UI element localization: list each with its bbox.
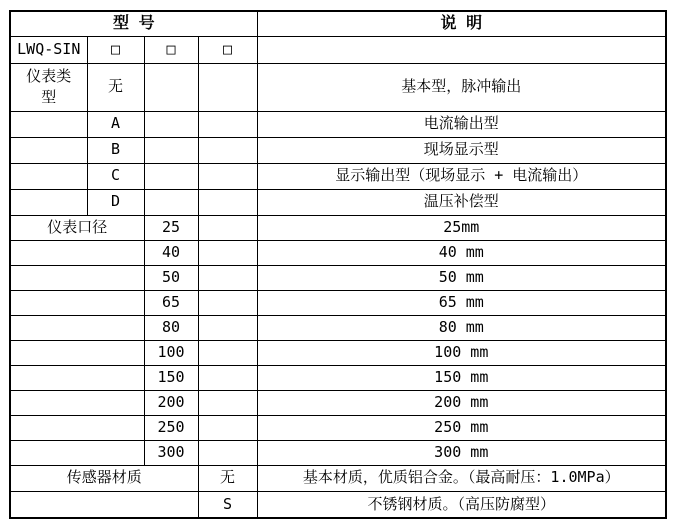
diameter-code: 40 [144,240,198,265]
empty-cell [198,215,257,240]
diameter-description: 100 mm [257,340,666,365]
empty-cell [10,315,144,340]
instrument-type-description: 显示输出型（现场显示 + 电流输出） [257,163,666,189]
instrument-type-description: 基本型，脉冲输出 [257,63,666,111]
empty-cell [198,111,257,137]
empty-cell [144,163,198,189]
model-column-header: 型 号 [10,11,257,36]
diameter-code: 100 [144,340,198,365]
diameter-code: 25 [144,215,198,240]
empty-cell [198,340,257,365]
sensor-material-description: 不锈钢材质。（高压防腐型） [257,491,666,518]
instrument-type-row-b [10,137,666,163]
instrument-type-row-c [10,163,666,189]
empty-cell [198,240,257,265]
diameter-description: 300 mm [257,440,666,465]
empty-cell [10,111,87,137]
empty-cell [144,137,198,163]
empty-cell [10,390,144,415]
diameter-code: 65 [144,290,198,315]
diameter-row-300 [10,440,666,465]
empty-cell [10,491,198,518]
empty-cell [10,240,144,265]
instrument-type-description: 电流输出型 [257,111,666,137]
diameter-code: 250 [144,415,198,440]
diameter-description: 40 mm [257,240,666,265]
instrument-type-description: 现场显示型 [257,137,666,163]
instrument-type-code: 无 [87,63,144,111]
diameter-code: 300 [144,440,198,465]
empty-cell [198,315,257,340]
empty-cell [10,440,144,465]
sensor-material-row-none [10,465,666,491]
instrument-type-description: 温压补偿型 [257,189,666,215]
diameter-code: 50 [144,265,198,290]
empty-cell [10,265,144,290]
diameter-row-100 [10,340,666,365]
empty-cell [198,137,257,163]
empty-cell [10,290,144,315]
empty-cell [198,390,257,415]
sensor-material-group-label: 传感器材质 [10,465,198,491]
diameter-description: 150 mm [257,365,666,390]
empty-cell [144,189,198,215]
description-column-header: 说 明 [257,11,666,36]
empty-cell [10,365,144,390]
diameter-description: 25mm [257,215,666,240]
instrument-type-row-d [10,189,666,215]
empty-cell [10,163,87,189]
diameter-description: 50 mm [257,265,666,290]
diameter-description: 200 mm [257,390,666,415]
sensor-material-code: S [198,491,257,518]
code-placeholder-1: □ [87,36,144,63]
model-prefix: LWQ-SIN [10,36,87,63]
instrument-type-group-label-text: 仪表类型 [26,67,72,106]
diameter-row-200 [10,390,666,415]
empty-cell [198,189,257,215]
empty-cell [144,63,198,111]
model-selection-table [9,10,667,519]
sensor-material-row-s [10,491,666,518]
empty-cell [144,111,198,137]
diameter-row-65 [10,290,666,315]
sensor-material-code: 无 [198,465,257,491]
empty-cell [198,163,257,189]
code-placeholder-3: □ [198,36,257,63]
diameter-group-label: 仪表口径 [10,215,144,240]
empty-cell [10,340,144,365]
diameter-code: 150 [144,365,198,390]
instrument-type-group-label [10,63,87,111]
diameter-row-80 [10,315,666,340]
empty-cell [10,189,87,215]
empty-cell [198,440,257,465]
diameter-code: 80 [144,315,198,340]
model-code-row [10,36,666,63]
empty-cell [10,415,144,440]
instrument-type-code: C [87,163,144,189]
diameter-row-50 [10,265,666,290]
diameter-row-25 [10,215,666,240]
instrument-type-code: A [87,111,144,137]
empty-cell [198,415,257,440]
instrument-type-row-a [10,111,666,137]
diameter-row-150 [10,365,666,390]
empty-cell [198,63,257,111]
diameter-description: 65 mm [257,290,666,315]
diameter-row-250 [10,415,666,440]
diameter-description: 80 mm [257,315,666,340]
diameter-description: 250 mm [257,415,666,440]
diameter-row-40 [10,240,666,265]
empty-cell [198,290,257,315]
empty-cell [198,365,257,390]
instrument-type-row-none [10,63,666,111]
sensor-material-description: 基本材质，优质铝合金。（最高耐压：1.0MPa） [257,465,666,491]
empty-cell [10,137,87,163]
empty-description-cell [257,36,666,63]
table-header-row [10,11,666,36]
instrument-type-code: D [87,189,144,215]
instrument-type-code: B [87,137,144,163]
diameter-code: 200 [144,390,198,415]
empty-cell [198,265,257,290]
code-placeholder-2: □ [144,36,198,63]
